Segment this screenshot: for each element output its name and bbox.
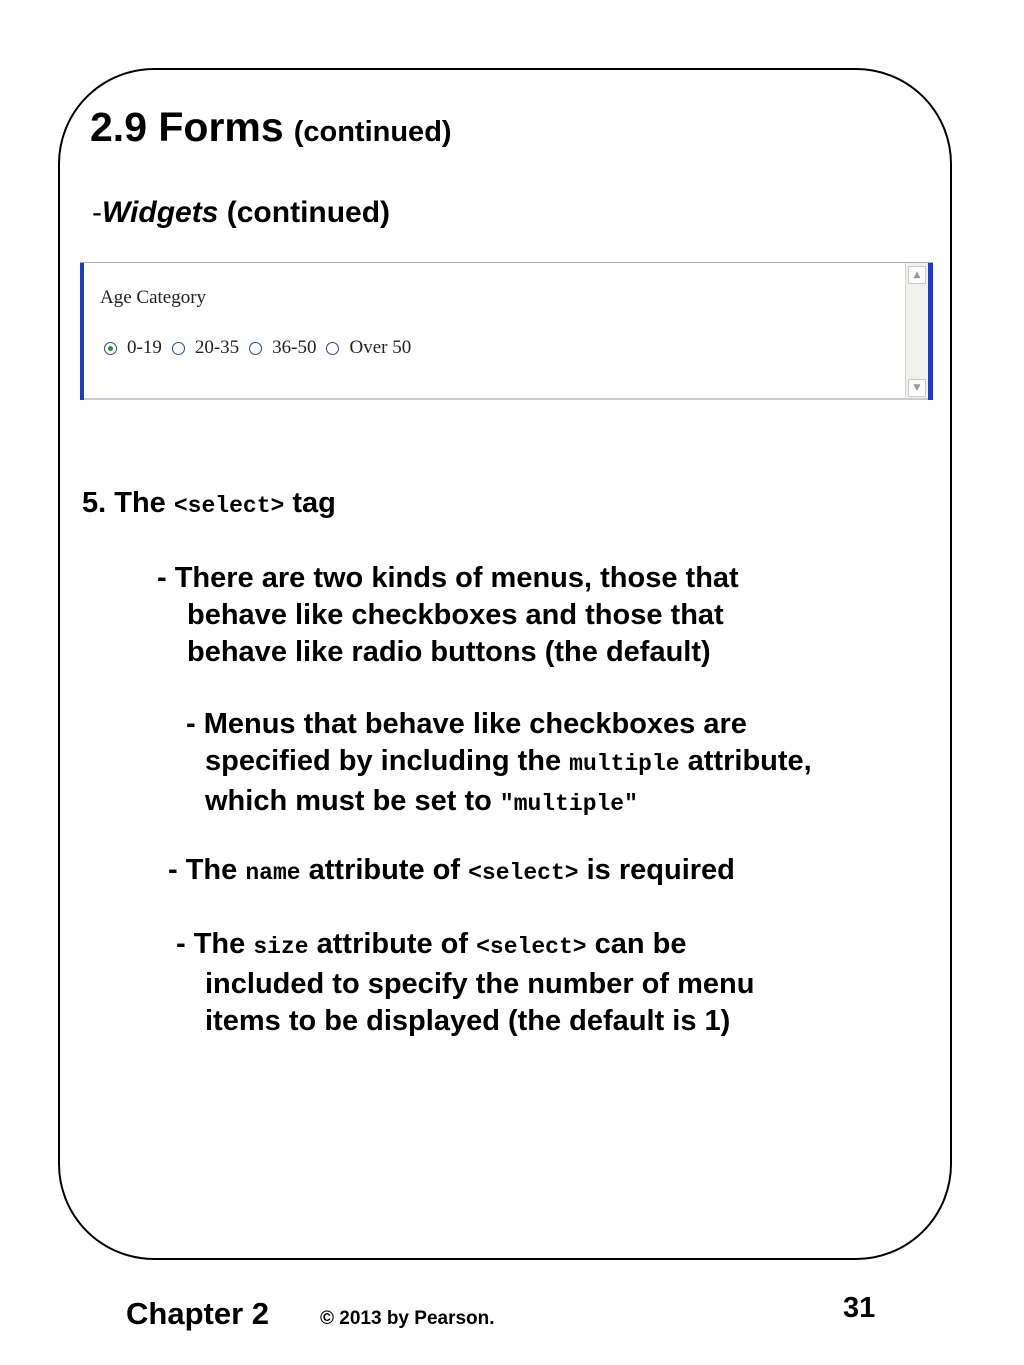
radio-option-label: Over 50 bbox=[349, 337, 412, 358]
window-left-border bbox=[80, 263, 84, 400]
section-heading: 5. The <select> tag bbox=[82, 487, 336, 519]
radio-button-checked[interactable] bbox=[104, 342, 117, 355]
footer-chapter: Chapter 2 bbox=[126, 1296, 269, 1331]
scroll-up-icon[interactable]: ▲ bbox=[908, 266, 926, 284]
subtitle-suffix: (continued) bbox=[226, 196, 391, 229]
bullet-size-attribute: - The size attribute of <select> can be included to specify the number of menu items to be displayed (the default is 1) bbox=[176, 928, 755, 1037]
age-category-label: Age Category bbox=[100, 287, 207, 308]
code-multiple: multiple bbox=[569, 751, 680, 777]
radio-button[interactable] bbox=[326, 342, 339, 355]
subtitle-italic: Widgets bbox=[102, 196, 219, 229]
subtitle-dash: - bbox=[92, 196, 102, 229]
title-main: 2.9 Forms bbox=[90, 104, 284, 150]
radio-option-20-35[interactable] bbox=[172, 337, 239, 359]
bullet-name-attribute: - The name attribute of <select> is required bbox=[168, 854, 735, 886]
bullet-menu-kinds: - There are two kinds of menus, those that behave like checkboxes and those that behave like radio buttons (the default) bbox=[157, 562, 739, 668]
code-select-tag: <select> bbox=[476, 934, 587, 960]
radio-option-label: 20-35 bbox=[194, 337, 240, 358]
page-number: 31 bbox=[843, 1292, 876, 1324]
radio-button[interactable] bbox=[249, 342, 262, 355]
title-suffix: (continued) bbox=[293, 116, 452, 148]
widget-screenshot bbox=[80, 262, 933, 400]
window-bottom-edge bbox=[84, 398, 928, 400]
radio-option-over-50[interactable] bbox=[326, 337, 411, 359]
code-name: name bbox=[245, 860, 301, 886]
radio-option-0-19[interactable] bbox=[104, 337, 162, 359]
window-right-border bbox=[928, 263, 933, 400]
scroll-down-icon[interactable]: ▼ bbox=[908, 379, 926, 397]
bullet-multiple-attribute: - Menus that behave like checkboxes are specified by including the multiple attribute, which must be set to "multiple" bbox=[186, 708, 812, 817]
radio-option-label: 0-19 bbox=[127, 337, 162, 358]
slide-title bbox=[90, 104, 452, 151]
radio-option-36-50[interactable] bbox=[249, 337, 316, 359]
code-size: size bbox=[253, 934, 309, 960]
code-select-tag: <select> bbox=[173, 493, 285, 519]
code-multiple-value: "multiple" bbox=[499, 791, 638, 817]
age-radio-group bbox=[104, 337, 421, 359]
footer-copyright: © 2013 by Pearson. bbox=[320, 1308, 495, 1329]
radio-option-label: 36-50 bbox=[272, 337, 317, 358]
radio-button[interactable] bbox=[172, 342, 185, 355]
slide-subtitle bbox=[92, 196, 390, 230]
code-select-tag: <select> bbox=[468, 860, 579, 886]
vertical-scrollbar[interactable] bbox=[905, 263, 928, 400]
